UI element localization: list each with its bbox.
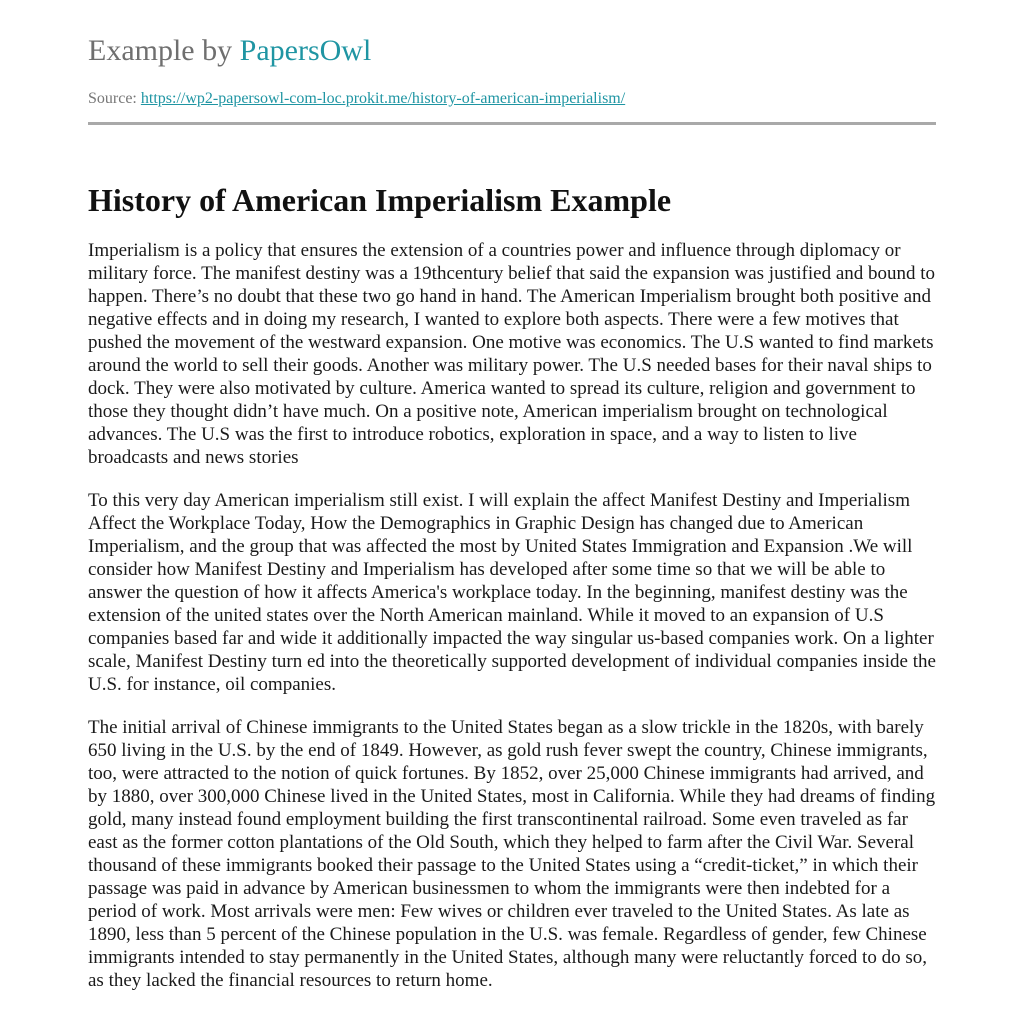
source-link[interactable]: https://wp2-papersowl-com-loc.prokit.me/history-of-american-imperialism/ bbox=[140, 90, 626, 107]
paragraph: The initial arrival of Chinese immigrants to the United States began as a slow trickle in the 1820s, with barely 650 living in the U.S. by the end of 1849. However, as gold rush fever swept the country, Chinese immigrants, too, were attracted to the notion of quick fortunes. By 1852, over 25,000 Chinese immigrants had arrived, and by 1880, over 300,000 Chinese lived in the United States, most in California. While they had dreams of finding gold, many instead found employment building the first transcontinental railroad. Some even traveled as far east as the former cotton plantations of the Old South, which they helped to farm after the Civil War. Several thousand of these immigrants booked their passage to the United States using a “credit-ticket,” in which their passage was paid in advance by American businessmen to whom the immigrants were then indebted for a period of work. Most arrivals were men: Few wives or children ever traveled to the United States. As late as 1890, less than 5 percent of the Chinese population in the U.S. was female. Regardless of gender, few Chinese immigrants intended to stay permanently in the United States, although many were reluctantly forced to do so, as they lacked the financial resources to return home. bbox=[88, 717, 936, 991]
brand-name: PapersOwl bbox=[239, 34, 372, 67]
brand-header bbox=[88, 33, 371, 69]
paragraph: Imperialism is a policy that ensures the extension of a countries power and influence through diplomacy or military force. The manifest destiny was a 19thcentury belief that said the expansion was justified and bound to happen. There’s no doubt that these two go hand in hand. The American Imperialism brought both positive and negative effects and in doing my research, I wanted to explore both aspects. There were a few motives that pushed the movement of the westward expansion. One motive was economics. The U.S wanted to find markets around the world to sell their goods. Another was military power. The U.S needed bases for their naval ships to dock. They were also motivated by culture. America wanted to spread its culture, religion and government to those they thought didn’t have much. On a positive note, American imperialism brought on technological advances. The U.S was the first to introduce robotics, exploration in space, and a way to listen to live broadcasts and news stories bbox=[88, 240, 936, 468]
page-title: History of American Imperialism Example bbox=[88, 182, 672, 218]
paragraph: To this very day American imperialism still exist. I will explain the affect Manifest Destiny and Imperialism Affect the Workplace Today, How the Demographics in Graphic Design has changed due to American Imperialism, and the group that was affected the most by United States Immigration and Expansion .We will consider how Manifest Destiny and Imperialism has developed after some time so that we will be able to answer the question of how it affects America's workplace today. In the beginning, manifest destiny was the extension of the united states over the North American mainland. While it moved to an expansion of U.S companies based far and wide it additionally impacted the way singular us-based companies work. On a lighter scale, Manifest Destiny turn ed into the theoretically supported development of individual companies inside the U.S. for instance, oil companies. bbox=[88, 490, 936, 695]
header-divider bbox=[88, 122, 936, 125]
source-label: Source: bbox=[88, 90, 141, 107]
source-line bbox=[88, 89, 625, 109]
article-body bbox=[88, 239, 936, 1012]
brand-prefix: Example by bbox=[88, 34, 240, 67]
